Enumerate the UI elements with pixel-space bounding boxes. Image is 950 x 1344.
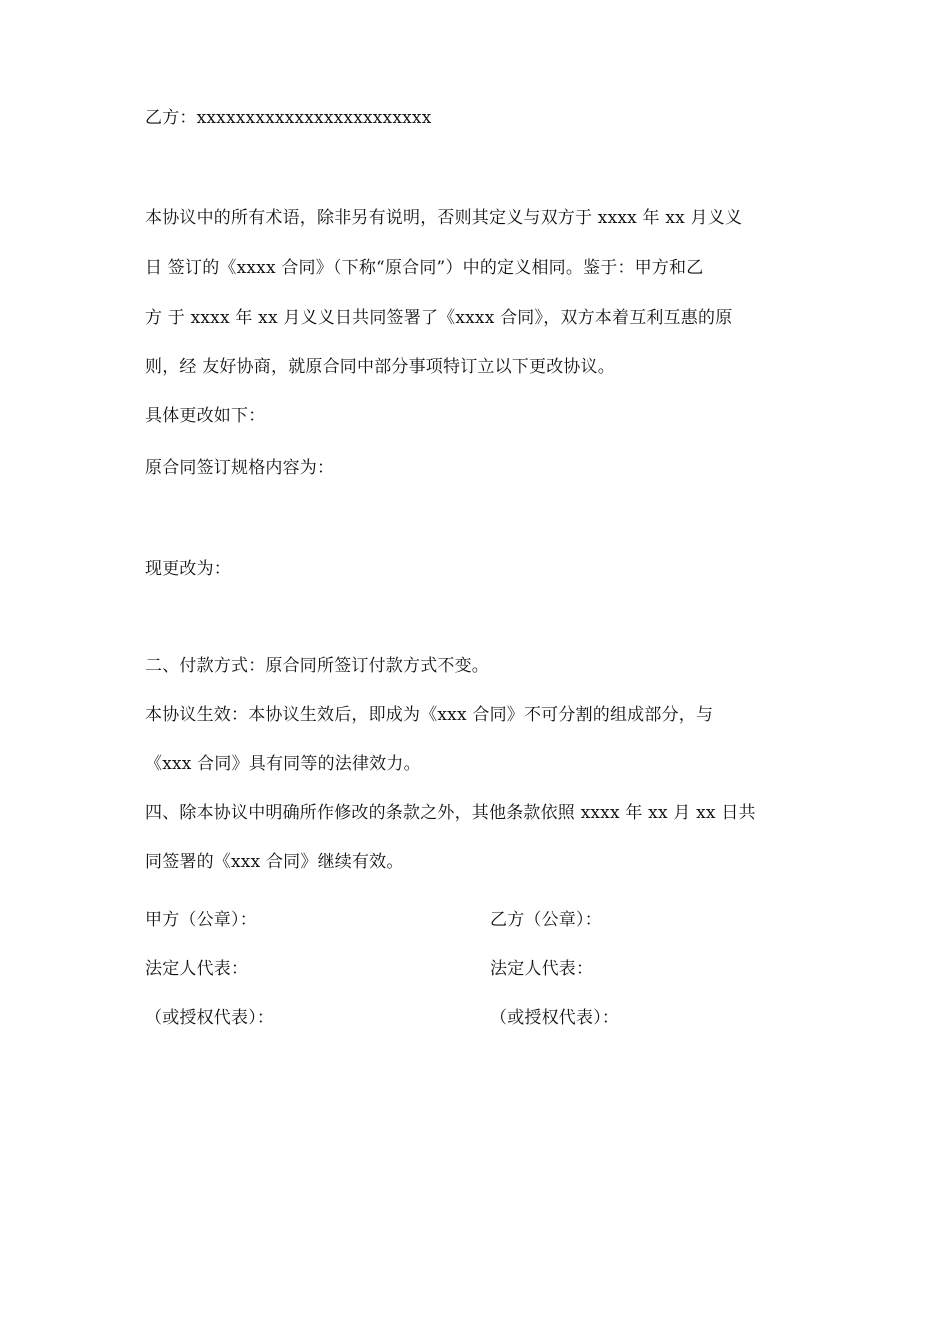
changes-heading: 具体更改如下： bbox=[145, 406, 266, 426]
payment-clause: 二、付款方式：原合同所签订付款方式不变。 bbox=[145, 656, 489, 676]
party-b-legal-rep: 法定人代表： bbox=[490, 959, 594, 979]
changed-to-label: 现更改为： bbox=[145, 559, 231, 579]
other-terms-line-1: 四、除本协议中明确所作修改的条款之外，其他条款依照 xxxx 年 xx 月 xx 日共 bbox=[145, 803, 756, 823]
party-a-seal: 甲方（公章）： bbox=[145, 910, 257, 930]
effect-line-2: 《xxx 合同》具有同等的法律效力。 bbox=[145, 754, 421, 774]
party-a-legal-rep: 法定人代表： bbox=[145, 959, 249, 979]
party-a-authorized-rep: （或授权代表）： bbox=[145, 1008, 275, 1028]
party-b-line: 乙方：xxxxxxxxxxxxxxxxxxxxxxxx bbox=[145, 108, 432, 128]
intro-line-4: 则，经 友好协商，就原合同中部分事项特订立以下更改协议。 bbox=[145, 357, 616, 377]
intro-line-3: 方 于 xxxx 年 xx 月义义日共同签署了《xxxx 合同》，双方本着互利互惠的原 bbox=[145, 308, 733, 328]
other-terms-line-2: 同签署的《xxx 合同》继续有效。 bbox=[145, 852, 404, 872]
intro-line-1: 本协议中的所有术语，除非另有说明，否则其定义与双方于 xxxx 年 xx 月义义 bbox=[145, 208, 743, 228]
party-b-authorized-rep: （或授权代表）： bbox=[490, 1008, 620, 1028]
intro-line-2: 日 签订的《xxxx 合同》（下称“原合同”）中的定义相同。鉴于：甲方和乙 bbox=[145, 258, 704, 278]
effect-line-1: 本协议生效：本协议生效后，即成为《xxx 合同》不可分割的组成部分，与 bbox=[145, 705, 714, 725]
party-b-seal: 乙方（公章）： bbox=[490, 910, 602, 930]
original-content-label: 原合同签订规格内容为： bbox=[145, 458, 335, 478]
